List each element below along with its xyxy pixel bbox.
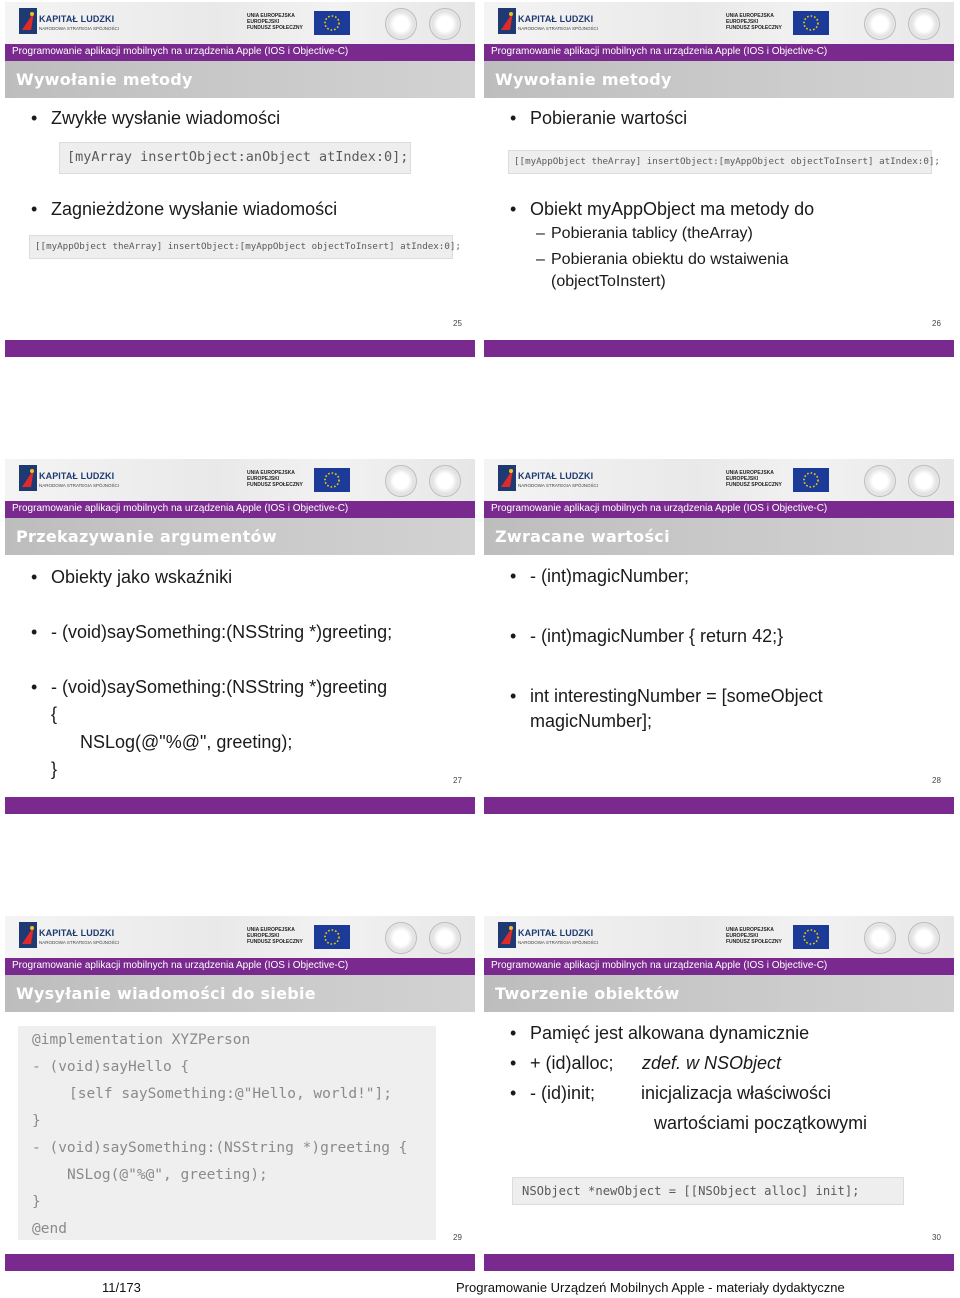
emblem-icon [864, 922, 896, 954]
bullet: • - (int)magicNumber { return 42;} [530, 626, 783, 647]
eu-text: UNIA EUROPEJSKA EUROPEJSKI FUNDUSZ SPOŁECZNY [247, 927, 303, 945]
page-number: 30 [932, 1233, 941, 1242]
slide-footer-band [484, 1254, 954, 1271]
slide-body [5, 98, 475, 323]
eu-flag-icon [314, 468, 350, 492]
bullet: • int interestingNumber = [someObject [530, 686, 823, 707]
emblem-icon [385, 465, 417, 497]
bullet-note: zdef. w NSObject [642, 1053, 782, 1073]
code-snippet: NSObject *newObject = [[NSObject alloc] init]; [512, 1177, 904, 1205]
slide-body [484, 1012, 954, 1237]
slide-title-bar [5, 518, 475, 555]
sub-bullet: – Pobierania tablicy (theArray) [551, 225, 753, 243]
course-band: Programowanie aplikacji mobilnych na urządzenia Apple (IOS i Objective-C) [5, 44, 475, 61]
kapital-ludzki-subtitle: NARODOWA STRATEGIA SPÓJNOŚCI [518, 26, 599, 31]
code-block: @implementation XYZPerson - (void)sayHello { [self saySomething:@"Hello, world!"]; } - (void)saySomething:(NSString *)greeting { NSLog(@"%@", greeting); } @end [18, 1026, 436, 1240]
slide-title: Wywołanie metody [16, 70, 193, 89]
course-band: Programowanie aplikacji mobilnych na urządzenia Apple (IOS i Objective-C) [5, 501, 475, 518]
eu-text: UNIA EUROPEJSKA EUROPEJSKI FUNDUSZ SPOŁECZNY [726, 927, 782, 945]
document-title: Programowanie Urządzeń Mobilnych Apple - materiały dydaktyczne [456, 1280, 845, 1295]
code-snippet: [[myAppObject theArray] insertObject:[myAppObject objectToInsert] atIndex:0]; [29, 235, 453, 259]
page-number: 28 [932, 776, 941, 785]
code-line: } [51, 759, 58, 779]
kapital-ludzki-name: KAPITAŁ LUDZKI [39, 471, 115, 481]
slide-footer-band [5, 1254, 475, 1271]
slide-29 [5, 916, 475, 1271]
eu-text: UNIA EUROPEJSKA EUROPEJSKI FUNDUSZ SPOŁECZNY [247, 470, 303, 488]
emblem-icon [864, 465, 896, 497]
slide-header-logos [5, 459, 475, 501]
slide-body [484, 555, 954, 780]
emblem-icon [429, 922, 461, 954]
kapital-ludzki-logo-icon [19, 465, 37, 491]
kapital-ludzki-name: KAPITAŁ LUDZKI [39, 14, 115, 24]
kapital-ludzki-logo-icon [498, 465, 516, 491]
slide-title: Przekazywanie argumentów [16, 527, 277, 546]
kapital-ludzki-subtitle: NARODOWA STRATEGIA SPÓJNOŚCI [518, 483, 599, 488]
slide-title: Tworzenie obiektów [495, 984, 680, 1003]
code-snippet: [myArray insertObject:anObject atIndex:0]; [59, 142, 411, 174]
slide-title-bar [484, 518, 954, 555]
slide-28 [484, 459, 954, 814]
slide-title-bar [484, 61, 954, 98]
slide-footer-band [5, 797, 475, 814]
bullet: • Pamięć jest alkowana dynamicznie [530, 1023, 809, 1044]
slide-footer-band [5, 340, 475, 357]
bullet-note: wartościami początkowymi [654, 1113, 868, 1133]
slide-27 [5, 459, 475, 814]
emblem-icon [385, 922, 417, 954]
eu-flag-icon [793, 925, 829, 949]
slide-25 [5, 2, 475, 357]
page-number: 25 [453, 319, 462, 328]
kapital-ludzki-subtitle: NARODOWA STRATEGIA SPÓJNOŚCI [39, 940, 120, 945]
slide-30 [484, 916, 954, 1271]
kapital-ludzki-name: KAPITAŁ LUDZKI [518, 14, 594, 24]
slide-title-bar [5, 975, 475, 1012]
kapital-ludzki-name: KAPITAŁ LUDZKI [518, 471, 594, 481]
page-count: 11/173 [102, 1280, 141, 1295]
kapital-ludzki-subtitle: NARODOWA STRATEGIA SPÓJNOŚCI [39, 26, 120, 31]
code-snippet: [[myAppObject theArray] insertObject:[myAppObject objectToInsert] atIndex:0]; [508, 150, 932, 174]
sub-bullet: – Pobierania obiektu do wstaiwenia [551, 251, 788, 269]
bullet: • Obiekt myAppObject ma metody do [530, 199, 814, 220]
eu-text: UNIA EUROPEJSKA EUROPEJSKI FUNDUSZ SPOŁECZNY [247, 13, 303, 31]
page-number: 27 [453, 776, 462, 785]
eu-flag-icon [314, 11, 350, 35]
slide-header-logos [484, 459, 954, 501]
emblem-icon [429, 8, 461, 40]
bullet: • - (int)magicNumber; [530, 566, 689, 587]
course-band: Programowanie aplikacji mobilnych na urządzenia Apple (IOS i Objective-C) [484, 958, 954, 975]
slide-title: Wysyłanie wiadomości do siebie [16, 984, 316, 1003]
kapital-ludzki-logo-icon [19, 922, 37, 948]
kapital-ludzki-subtitle: NARODOWA STRATEGIA SPÓJNOŚCI [39, 483, 120, 488]
slide-body [5, 1012, 475, 1237]
slide-title-bar [5, 61, 475, 98]
bullet: • + (id)alloc; [530, 1053, 614, 1074]
emblem-icon [429, 465, 461, 497]
kapital-ludzki-name: KAPITAŁ LUDZKI [518, 928, 594, 938]
slide-title: Wywołanie metody [495, 70, 672, 89]
slide-26 [484, 2, 954, 357]
sub-bullet-continuation: (objectToInstert) [551, 273, 666, 290]
bullet-note: inicjalizacja właściwości [641, 1083, 832, 1103]
emblem-icon [908, 8, 940, 40]
slide-header-logos [5, 2, 475, 44]
slide-body [5, 555, 475, 780]
slide-header-logos [484, 2, 954, 44]
slide-footer-band [484, 340, 954, 357]
slide-footer-band [484, 797, 954, 814]
emblem-icon [908, 922, 940, 954]
kapital-ludzki-subtitle: NARODOWA STRATEGIA SPÓJNOŚCI [518, 940, 599, 945]
eu-flag-icon [793, 468, 829, 492]
slide-title: Zwracane wartości [495, 527, 670, 546]
emblem-icon [864, 8, 896, 40]
eu-text: UNIA EUROPEJSKA EUROPEJSKI FUNDUSZ SPOŁECZNY [726, 13, 782, 31]
bullet: • Zwykłe wysłanie wiadomości [51, 108, 280, 129]
slide-body [484, 98, 954, 323]
slide-header-logos [5, 916, 475, 958]
kapital-ludzki-name: KAPITAŁ LUDZKI [39, 928, 115, 938]
eu-flag-icon [314, 925, 350, 949]
bullet: • - (id)init; [530, 1083, 595, 1104]
bullet: • Zagnieżdżone wysłanie wiadomości [51, 199, 337, 220]
page-number: 26 [932, 319, 941, 328]
bullet-continuation: magicNumber]; [530, 711, 653, 731]
kapital-ludzki-logo-icon [498, 922, 516, 948]
emblem-icon [385, 8, 417, 40]
bullet: • - (void)saySomething:(NSString *)greeting; [51, 622, 392, 643]
kapital-ludzki-logo-icon [19, 8, 37, 34]
bullet: • Pobieranie wartości [530, 108, 687, 129]
bullet: • Obiekty jako wskaźniki [51, 567, 232, 588]
page-number: 29 [453, 1233, 462, 1242]
eu-text: UNIA EUROPEJSKA EUROPEJSKI FUNDUSZ SPOŁECZNY [726, 470, 782, 488]
code-line: { [51, 704, 58, 724]
course-band: Programowanie aplikacji mobilnych na urządzenia Apple (IOS i Objective-C) [484, 501, 954, 518]
slide-title-bar [484, 975, 954, 1012]
slide-header-logos [484, 916, 954, 958]
course-band: Programowanie aplikacji mobilnych na urządzenia Apple (IOS i Objective-C) [5, 958, 475, 975]
eu-flag-icon [793, 11, 829, 35]
bullet: • - (void)saySomething:(NSString *)greeting [51, 677, 387, 698]
course-band: Programowanie aplikacji mobilnych na urządzenia Apple (IOS i Objective-C) [484, 44, 954, 61]
code-line: NSLog(@"%@", greeting); [80, 732, 293, 752]
kapital-ludzki-logo-icon [498, 8, 516, 34]
emblem-icon [908, 465, 940, 497]
